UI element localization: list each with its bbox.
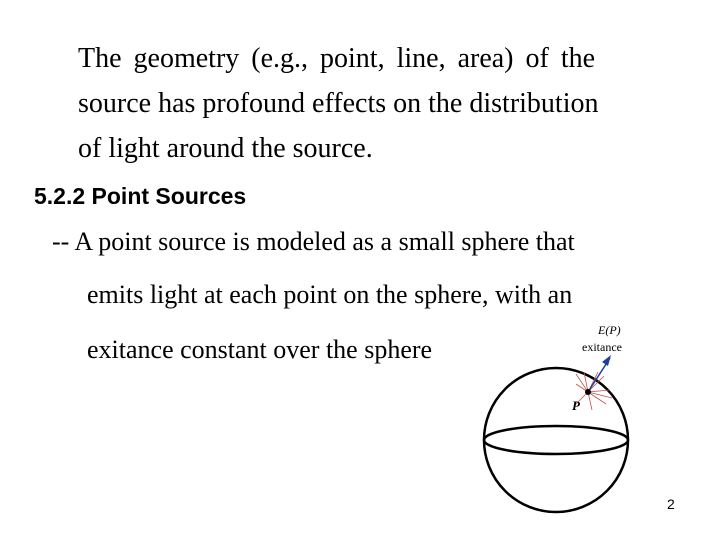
section-heading: 5.2.2 Point Sources [34,183,247,209]
intro-line-2: source has profound effects on the distribution [78,88,599,119]
intro-line-1: The geometry (e.g., point, line, area) of the [78,43,596,74]
exitance-arrowhead [602,355,611,366]
paragraph-line-1: -- A point source is modeled as a small sphere that [52,227,575,256]
paragraph-line-2: emits light at each point on the sphere, with an [87,280,573,309]
point-source-sphere-figure [480,320,650,530]
point-p-dot [585,389,591,395]
page-number: 2 [667,496,675,512]
label-exitance: exitance [582,340,622,354]
label-ep: E(P) [598,323,621,337]
sphere-equator [484,426,628,454]
intro-text [78,36,678,171]
intro-line-3: of light around the source. [78,133,373,164]
paragraph-line-3: exitance constant over the sphere [87,335,433,364]
label-p: P [572,398,580,413]
sphere-outline [484,368,628,512]
